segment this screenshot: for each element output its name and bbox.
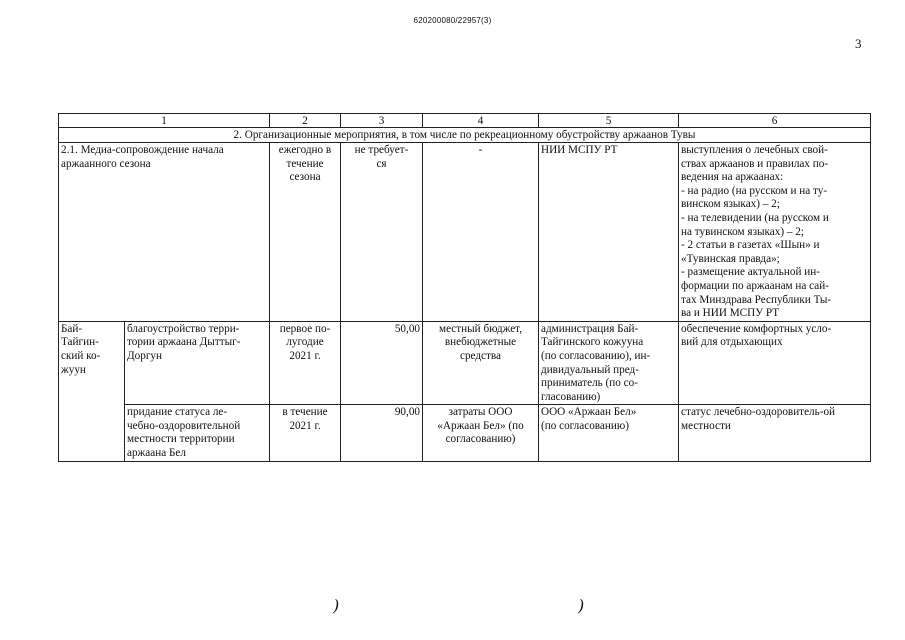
row-b-executor: ООО «Аржаан Бел» (по согласованию) xyxy=(539,405,679,461)
row-2-1-result: выступления о лечебных свой- ствах аржаанов и правилах по- ведения на аржаанах: - на радио (на русском и на ту- винском языках) – 2; - на телевидении (на русском и на тувинском языках) – 2; - 2 статьи в газетах «Шын» и «Тувинская правда»; - размещение актуальной ин- формации по аржаанам на сай- тах Минздрава Республики Ты- ва и НИИ МСПУ РТ xyxy=(679,143,871,322)
row-2-1-period: ежегодно в течение сезона xyxy=(270,143,341,322)
document-id: 620200080/22957(3) xyxy=(413,16,492,25)
footer-mark-right: ) xyxy=(578,596,585,615)
row-2-1-name: 2.1. Медиа-сопровождение начала аржаанного сезона xyxy=(59,143,270,322)
row-a-result: обеспечение комфортных усло- вий для отдыхающих xyxy=(679,321,871,405)
column-number-row xyxy=(59,114,871,128)
row-a-executor: администрация Бай- Тайгинского кожууна (по согласованию), ин- дивидуальный пред- приниматель (по со- гласованию) xyxy=(539,321,679,405)
row-b-cost: 90,00 xyxy=(341,405,423,461)
row-2-1-source: - xyxy=(423,143,539,322)
footer-mark-left: ) xyxy=(333,596,340,615)
col-num-6: 6 xyxy=(679,114,871,128)
row-a-period: первое по- лугодие 2021 г. xyxy=(270,321,341,405)
col-num-5: 5 xyxy=(539,114,679,128)
table-row xyxy=(59,321,871,405)
row-b-activity: придание статуса ле- чебно-оздоровительной местности территории аржаана Бел xyxy=(125,405,270,461)
row-a-activity: благоустройство терри- тории аржаана Дыттыг- Доргун xyxy=(125,321,270,405)
district-name: Бай- Тайгин- ский ко- жуун xyxy=(59,321,125,461)
col-num-4: 4 xyxy=(423,114,539,128)
row-2-1-cost: не требует- ся xyxy=(341,143,423,322)
row-a-source: местный бюджет, внебюджетные средства xyxy=(423,321,539,405)
table-row xyxy=(59,143,871,322)
col-num-3: 3 xyxy=(341,114,423,128)
row-b-result: статус лечебно-оздоровитель-ой местности xyxy=(679,405,871,461)
section-row xyxy=(59,128,871,143)
row-b-source: затраты ООО «Аржаан Бел» (по согласованию) xyxy=(423,405,539,461)
row-b-period: в течение 2021 г. xyxy=(270,405,341,461)
row-a-cost: 50,00 xyxy=(341,321,423,405)
section-title: 2. Организационные мероприятия, в том числе по рекреационному обустройству аржаанов Тувы xyxy=(59,128,871,143)
page-number: 3 xyxy=(855,36,862,51)
col-num-2: 2 xyxy=(270,114,341,128)
plan-table xyxy=(58,113,871,462)
row-2-1-executor: НИИ МСПУ РТ xyxy=(539,143,679,322)
col-num-1: 1 xyxy=(59,114,270,128)
table-row xyxy=(59,405,871,461)
